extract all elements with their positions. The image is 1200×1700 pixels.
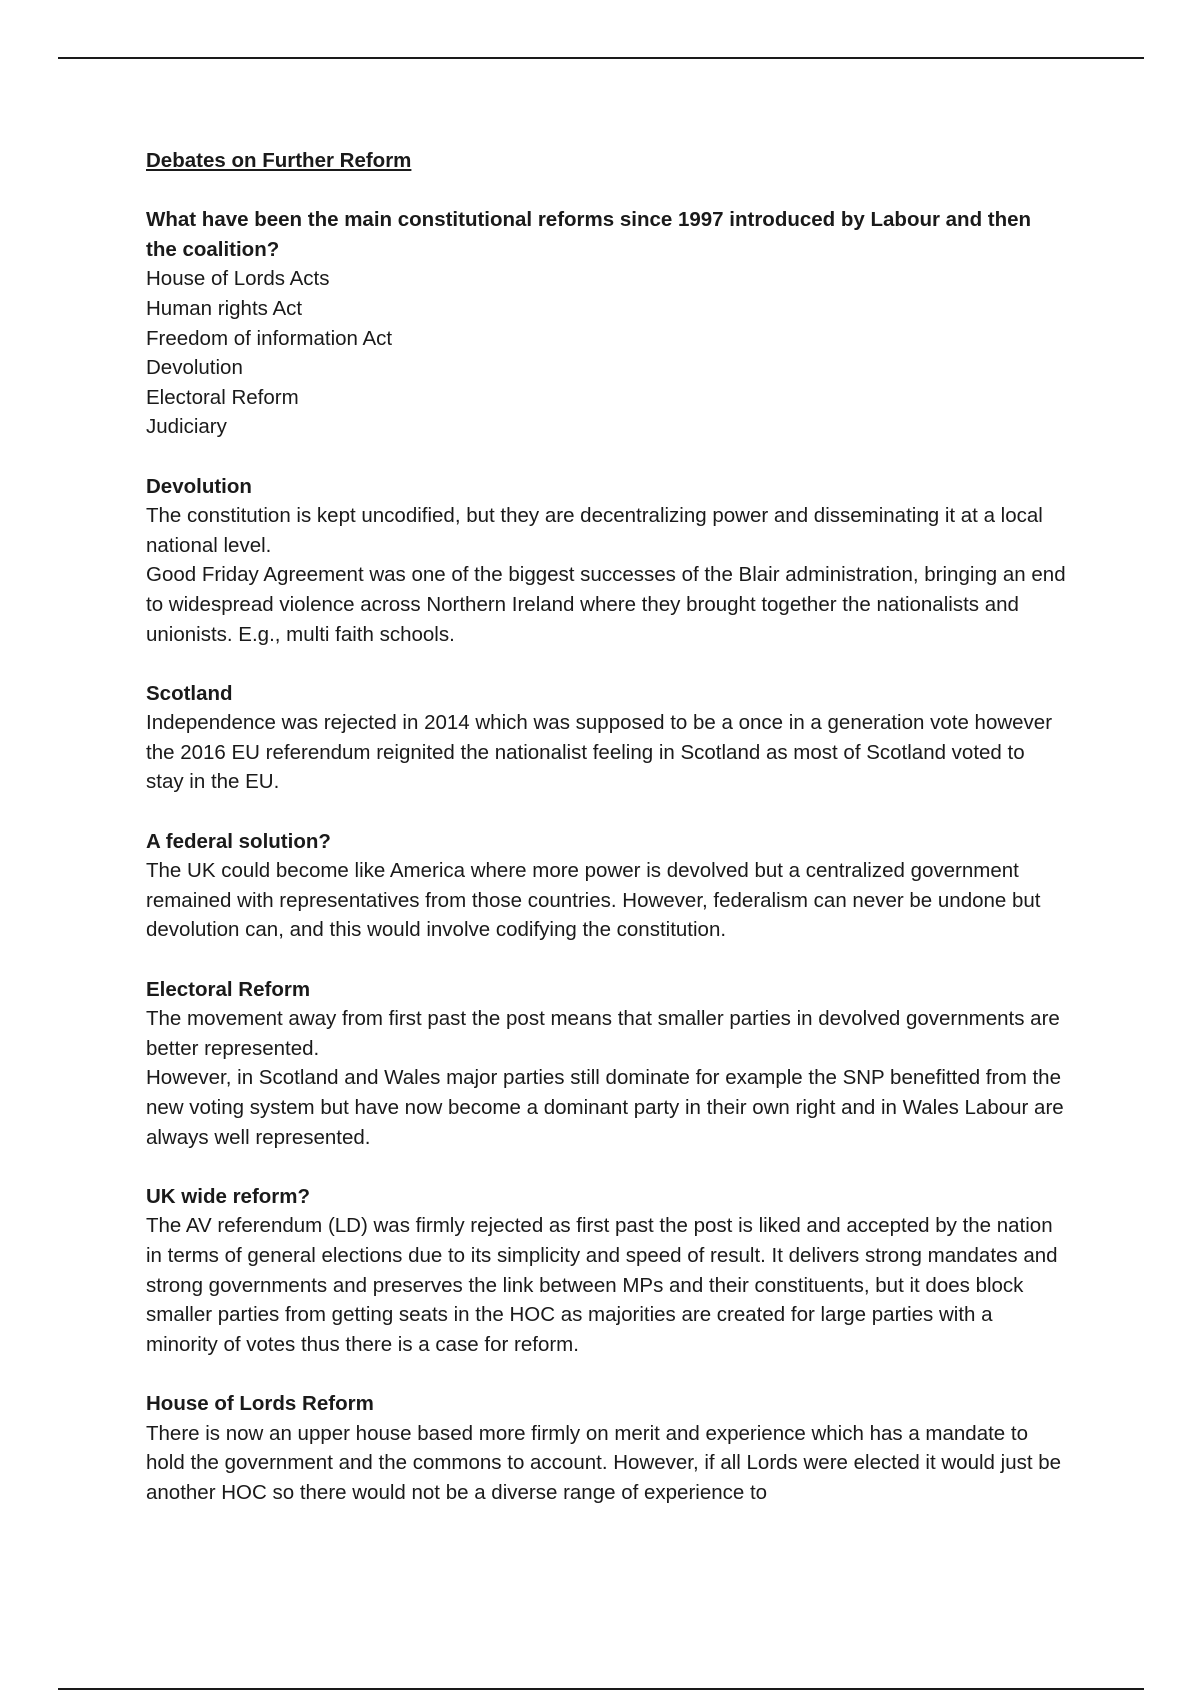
section-heading: House of Lords Reform <box>146 1391 374 1415</box>
section-uk-wide-reform <box>146 1182 1066 1360</box>
section-heading: Devolution <box>146 474 252 498</box>
header-rule <box>58 57 1144 59</box>
section-paragraph: The movement away from first past the post means that smaller parties in devolved governments are better represented. <box>146 1007 1060 1060</box>
list-item: Judiciary <box>146 415 227 439</box>
section-federal-solution <box>146 827 1066 945</box>
list-item: Devolution <box>146 356 243 380</box>
document-page <box>146 146 1066 1507</box>
reforms-question: What have been the main constitutional reforms since 1997 introduced by Labour and then the coalition? <box>146 208 1032 261</box>
section-paragraph: Good Friday Agreement was one of the biggest successes of the Blair administration, bringing an end to widespread violence across Northern Ireland where they brought together the nationalists and unionists. E.g., multi faith schools. <box>146 563 1066 646</box>
reforms-list <box>146 264 1066 442</box>
section-heading: Scotland <box>146 681 233 705</box>
section-heading: A federal solution? <box>146 829 331 853</box>
section-paragraph: However, in Scotland and Wales major parties still dominate for example the SNP benefitted from the new voting system but have now become a dominant party in their own right and in Wales Labour are always well represented. <box>146 1066 1064 1149</box>
section-devolution <box>146 472 1066 650</box>
list-item: House of Lords Acts <box>146 267 330 291</box>
section-house-of-lords-reform <box>146 1389 1066 1507</box>
list-item: Electoral Reform <box>146 385 299 409</box>
section-electoral-reform <box>146 975 1066 1153</box>
section-paragraph: Independence was rejected in 2014 which was supposed to be a once in a generation vote however the 2016 EU referendum reignited the nationalist feeling in Scotland as most of Scotland voted to stay in the EU. <box>146 711 1053 794</box>
list-item: Freedom of information Act <box>146 326 393 350</box>
section-heading: Electoral Reform <box>146 977 311 1001</box>
document-title: Debates on Further Reform <box>146 149 412 172</box>
section-paragraph: The constitution is kept uncodified, but they are decentralizing power and disseminating it at a local national level. <box>146 504 1043 557</box>
section-paragraph: The AV referendum (LD) was firmly rejected as first past the post is liked and accepted by the nation in terms of general elections due to its simplicity and speed of result. It delivers strong mandates and strong governments and preserves the link between MPs and their constituents, but it does block smaller parties from getting seats in the HOC as majorities are created for large parties with a minority of votes thus there is a case for reform. <box>146 1214 1058 1356</box>
list-item: Human rights Act <box>146 296 303 320</box>
section-scotland <box>146 679 1066 797</box>
section-paragraph: There is now an upper house based more firmly on merit and experience which has a mandate to hold the government and the commons to account. However, if all Lords were elected it would just be another HOC so there would not be a diverse range of experience to <box>146 1421 1062 1504</box>
section-heading: UK wide reform? <box>146 1184 311 1208</box>
section-paragraph: The UK could become like America where more power is devolved but a centralized government remained with representatives from those countries. However, federalism can never be undone but devolution can, and this would involve codifying the constitution. <box>146 859 1041 942</box>
footer-rule <box>58 1688 1144 1690</box>
